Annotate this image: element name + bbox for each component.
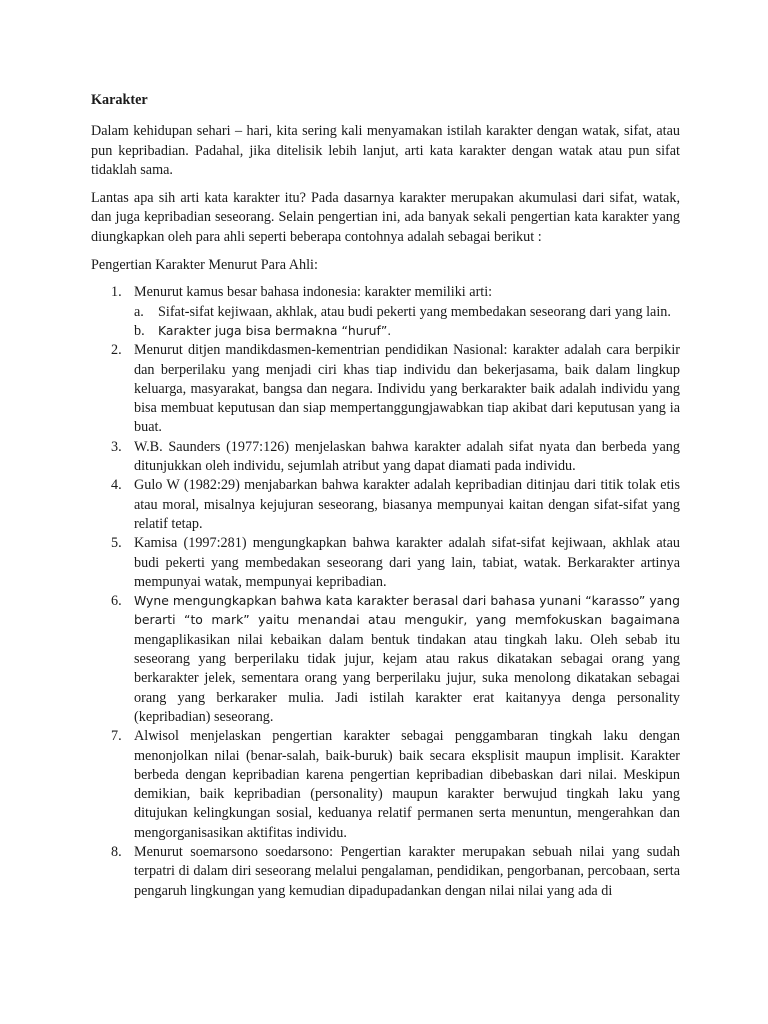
- list-item-text: Menurut kamus besar bahasa indonesia: karakter memiliki arti:: [134, 284, 493, 301]
- list-item: [91, 283, 680, 341]
- list-item-text: W.B. Saunders (1977:126) menjelaskan bahwa karakter adalah sifat nyata dan berbeda yang ditunjukkan oleh individu, sejumlah atribut yang dapat diamati pada individu.: [134, 438, 680, 475]
- list-item-text: Menurut ditjen mandikdasmen-kementrian pendidikan Nasional: karakter adalah cara berpikir dan berperilaku yang menjadi ciri khas tiap individu dan bekerjasama, baik dalam lingkup keluarga, masyarakat, bangsa dan negara. Individu yang berkarakter baik adalah individu yang bisa membuat keputusan dan siap mempertanggungjawabkan tiap akibat dari keputusan yang ia buat.: [134, 342, 680, 436]
- list-item-number: 8.: [111, 843, 122, 860]
- sub-list-item-text: Karakter juga bisa bermakna “huruf”.: [158, 322, 392, 338]
- list-item: [91, 534, 680, 592]
- intro-paragraph: Dalam kehidupan sehari – hari, kita sering kali menyamakan istilah karakter dengan watak, sifat, atau pun kepribadian. Padahal, jika ditelisik lebih lanjut, arti kata karakter dengan watak atau pun sifat tidaklah sama.: [91, 123, 680, 178]
- list-item: [91, 438, 680, 477]
- definition-paragraph: Lantas apa sih arti kata karakter itu? Pada dasarnya karakter merupakan akumulasi dari sifat, watak, dan juga kepribadian seseorang. Selain pengertian ini, ada banyak sekali pengertian kata karakter yang diungkapkan oleh para ahli seperti beberapa contohnya adalah sebagai berikut :: [91, 190, 680, 245]
- sub-list-item-letter: a.: [134, 303, 144, 320]
- list-item-number: 7.: [111, 728, 122, 745]
- list-item: [91, 727, 680, 843]
- list-item-text: Alwisol menjelaskan pengertian karakter sebagai penggambaran tingkah laku dengan menonjolkan nilai (benar-salah, baik-buruk) baik secara eksplisit maupun implisit. Karakter berbeda dengan kepribadian karena pengertian kepribadian dibebaskan dari nilai. Meskipun demikian, baik kepribadian (personality) maupun karakter berwujud tingkah laku yang ditujukan kelingkungan sosial, keduanya relatif permanen serta menuntun, mengerahkan dan mengorganisasikan aktifitas individu.: [134, 728, 680, 841]
- document-title: Karakter: [91, 92, 148, 108]
- list-heading: Pengertian Karakter Menurut Para Ahli:: [91, 257, 318, 274]
- list-item-number: 1.: [111, 284, 122, 301]
- list-item-text: Gulo W (1982:29) menjabarkan bahwa karakter adalah kepribadian ditinjau dari titik tolak etis atau moral, misalnya kejujuran seseorang, biasanya mempunyai kaitan dengan sifat-sifat yang relatif tetap.: [134, 477, 680, 532]
- list-item-text-alt-font: Wyne mengungkapkan bahwa kata karakter berasal dari bahasa yunani “karasso” yang berarti “to mark” yaitu menandai atau mengukir, yang memfokuskan bagaimana: [134, 593, 680, 628]
- list-item-text: Menurut soemarsono soedarsono: Pengertian karakter merupakan sebuah nilai yang sudah terpatri di dalam diri seseorang melalui pengalaman, pendidikan, pengorbanan, percobaan, serta pengaruh lingkungan yang kemudian dipadupadankan dengan nilai nilai yang ada di: [134, 843, 680, 899]
- list-item-number: 5.: [111, 535, 122, 552]
- list-item: [91, 592, 680, 727]
- list-item: [91, 341, 680, 437]
- list-item-number: 2.: [111, 342, 122, 359]
- sub-list-item-letter: b.: [134, 322, 145, 339]
- experts-list: [91, 283, 680, 901]
- list-item-text: Kamisa (1997:281) mengungkapkan bahwa karakter adalah sifat-sifat kejiwaan, akhlak atau budi pekerti yang membedakan seseorang dari yang lain, tabiat, watak. Berkarakter artinya mempunyai watak, mempunyai kepribadian.: [134, 535, 680, 590]
- document-page: [91, 91, 680, 901]
- list-item: [91, 843, 680, 901]
- sub-list-item: [134, 303, 680, 322]
- sub-list-item-text: Sifat-sifat kejiwaan, akhlak, atau budi pekerti yang membedakan seseorang dari yang lain.: [158, 303, 671, 320]
- list-item-text: mengaplikasikan nilai kebaikan dalam bentuk tindakan atau tingkah laku. Oleh sebab itu seseorang yang berperilaku tidak jujur, kejam atau rakus dikatakan sebagai orang yang berkarakter jelek, sementara orang yang berperilaku jujur, suka menolong dikatakan sebagai orang yang berkaraker mulia. Jadi istilah karakter erat kaitanyya denga personality (kepribadian) seseorang.: [134, 631, 680, 725]
- list-item-number: 4.: [111, 477, 122, 494]
- list-item-number: 6.: [111, 593, 122, 610]
- list-item: [91, 476, 680, 534]
- list-item-number: 3.: [111, 438, 122, 455]
- sub-list-item: [134, 322, 680, 341]
- sub-list: [134, 303, 680, 342]
